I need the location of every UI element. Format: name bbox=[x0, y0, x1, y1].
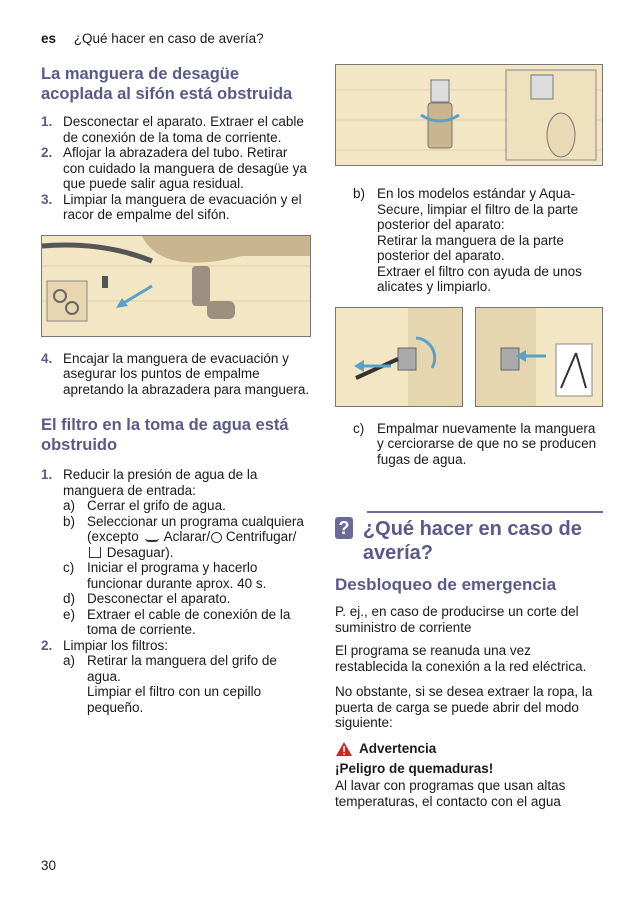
substep-a bbox=[63, 498, 311, 514]
step-number: 1. bbox=[41, 114, 53, 129]
siphon-illustration bbox=[42, 236, 310, 336]
substep-text: Extraer el cable de conexión de la toma de corriente. bbox=[87, 606, 291, 637]
step-text: Desconectar el aparato. Extraer el cable de conexión de la toma de corriente. bbox=[63, 114, 304, 145]
filter-step-1 bbox=[41, 467, 311, 638]
substep-text: Empalmar nuevamente la manguera y cerciorarse de que no se producen fugas de agua. bbox=[377, 420, 597, 467]
substep-text: Retirar la manguera del grifo de agua. bbox=[87, 653, 277, 684]
substep-letter: a) bbox=[63, 498, 76, 513]
substep-c bbox=[353, 421, 603, 468]
figure-remove-hose bbox=[335, 307, 463, 407]
step-number: 4. bbox=[41, 350, 53, 366]
section-title-drain-hose: La manguera de desagüe acoplada al sifón está obstruida bbox=[41, 65, 293, 103]
substep-letter: e) bbox=[63, 606, 76, 622]
big-section-title: ¿Qué hacer en caso de avería? bbox=[362, 518, 582, 564]
substep-text: Iniciar el programa y hacerlo funcionar durante aprox. 40 s. bbox=[87, 560, 267, 591]
page-number: 30 bbox=[41, 858, 57, 873]
question-icon: ? bbox=[335, 517, 353, 539]
figure-pliers-filter bbox=[475, 307, 603, 407]
section-title-filter: El filtro en la toma de agua está obstruido bbox=[41, 416, 289, 454]
substep-a bbox=[63, 653, 311, 715]
spacer bbox=[41, 455, 311, 467]
substep-text: Desconectar el aparato. bbox=[87, 591, 231, 606]
drain-icon bbox=[89, 547, 101, 558]
substep-letter: b) bbox=[63, 513, 76, 529]
big-section-header bbox=[335, 513, 603, 565]
filter-substeps-right bbox=[353, 186, 603, 295]
step-text: Encajar la manguera de evacuación y asegurar los puntos de empalme apretando la abrazadera para manguera. bbox=[63, 350, 310, 397]
paragraph: No obstante, si se desea extraer la ropa, la puerta de carga se puede abrir del modo siguiente: bbox=[335, 684, 593, 730]
substep-text: Aclarar/ bbox=[163, 529, 211, 544]
step-1 bbox=[41, 114, 311, 145]
filter-step-2 bbox=[41, 638, 311, 716]
step-text: Reducir la presión de agua de la manguera de entrada: bbox=[63, 467, 258, 498]
step-number: 3. bbox=[41, 191, 53, 207]
substep-text: En los modelos estándar y Aqua-Secure, limpiar el filtro de la parte posterior del aparato: bbox=[377, 186, 579, 232]
substep-line: Retirar la manguera de la parte posterior del aparato. bbox=[377, 232, 564, 263]
figure-siphon-hose bbox=[41, 235, 311, 337]
step-3 bbox=[41, 192, 311, 223]
spin-icon bbox=[211, 532, 222, 543]
substeps bbox=[63, 498, 311, 638]
substeps bbox=[63, 653, 311, 715]
danger-text: ¡Peligro de quemaduras! bbox=[335, 760, 494, 776]
step-number: 1. bbox=[41, 467, 53, 482]
substep-c bbox=[63, 560, 311, 591]
faucet-illustration bbox=[336, 65, 602, 165]
rinse-icon bbox=[145, 532, 159, 542]
substep-letter: b) bbox=[353, 186, 366, 201]
emergency-unlock-title: Desbloqueo de emergencia bbox=[335, 575, 557, 594]
substep-e bbox=[63, 607, 311, 638]
page-header bbox=[41, 31, 264, 46]
substep-text: Desaguar). bbox=[106, 544, 174, 560]
warning-heading bbox=[335, 741, 603, 757]
substep-extra: Limpiar el filtro con un cepillo pequeño. bbox=[87, 684, 262, 715]
substep-text: Centrifugar/ bbox=[225, 529, 297, 544]
step-text: Limpiar los filtros: bbox=[63, 637, 169, 653]
right-column bbox=[335, 64, 603, 809]
step-text: Limpiar la manguera de evacuación y el racor de empalme del sifón. bbox=[63, 191, 302, 222]
substep-letter: d) bbox=[63, 591, 76, 606]
step-number: 2. bbox=[41, 637, 53, 653]
drain-step-4 bbox=[41, 351, 311, 398]
substep-letter: a) bbox=[63, 653, 76, 668]
step-2 bbox=[41, 145, 311, 192]
substep-letter: c) bbox=[63, 560, 75, 575]
substep-text: Cerrar el grifo de agua. bbox=[87, 498, 226, 513]
substep-d bbox=[63, 591, 311, 607]
figure-row bbox=[335, 307, 603, 407]
paragraph: Al lavar con programas que usan altas temperaturas, el contacto con el agua bbox=[335, 778, 566, 809]
substep-text: Seleccionar un programa cualquiera (excepto bbox=[87, 513, 304, 544]
warning-triangle-icon bbox=[335, 741, 353, 757]
paragraph: P. ej., en caso de producirse un corte del suministro de corriente bbox=[335, 604, 579, 635]
substep-b bbox=[63, 514, 311, 561]
paragraph: El programa se reanuda una vez restablecida la conexión a la red eléctrica. bbox=[335, 643, 587, 674]
header-title: ¿Qué hacer en caso de avería? bbox=[73, 31, 264, 46]
substep-b bbox=[353, 186, 603, 295]
substep-line: Extraer el filtro con ayuda de unos alicates y limpiarlo. bbox=[377, 263, 582, 294]
drain-steps bbox=[41, 114, 311, 223]
remove-hose-illustration bbox=[336, 308, 462, 406]
filter-steps bbox=[41, 467, 311, 715]
substep-letter: c) bbox=[353, 420, 365, 436]
left-column bbox=[41, 64, 311, 715]
warning-label: Advertencia bbox=[359, 741, 437, 756]
step-text: Aflojar la abrazadera del tubo. Retirar con cuidado la manguera de desagüe ya que puede salir agua residual. bbox=[63, 145, 307, 191]
step-number: 2. bbox=[41, 145, 53, 160]
step-4 bbox=[41, 351, 311, 398]
filter-substep-c bbox=[353, 421, 603, 468]
pliers-illustration bbox=[476, 308, 602, 406]
figure-faucet-filter bbox=[335, 64, 603, 166]
section-emergency bbox=[335, 511, 603, 809]
language-code: es bbox=[41, 31, 57, 46]
